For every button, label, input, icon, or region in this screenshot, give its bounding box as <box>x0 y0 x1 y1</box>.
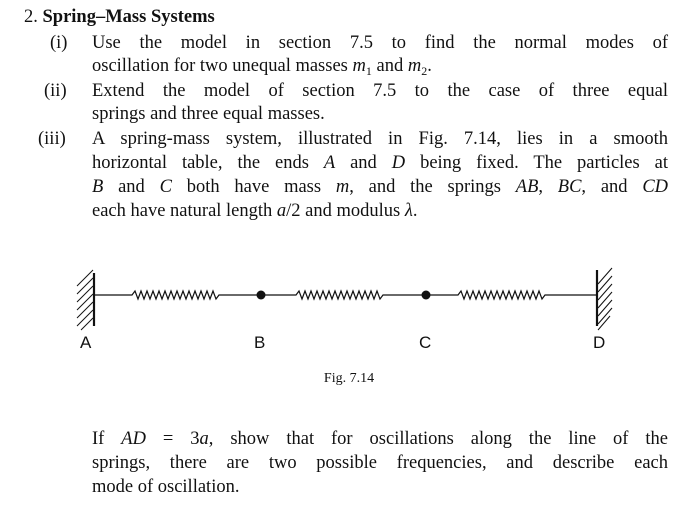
wall-d-hatching <box>598 268 612 330</box>
part-iii-line-4: each have natural length a/2 and modulus λ. <box>92 201 418 221</box>
mass-m1: m <box>352 56 366 76</box>
part-ii-line-2: springs and three equal masses. <box>92 104 325 124</box>
followup-line-2: springs, there are two possible frequencies, and describe each <box>92 453 668 473</box>
figure-caption: Fig. 7.14 <box>323 371 375 386</box>
label-d: D <box>593 333 606 352</box>
part-i-line-2: oscillation for two unequal masses $m_1$ and $m_2$. <box>92 56 432 78</box>
part-i-label: (i) <box>50 33 68 53</box>
mass-b <box>257 291 266 300</box>
part-iii-label: (iii) <box>38 129 66 149</box>
mass-m2: m <box>407 56 422 76</box>
followup-line-1: If AD = 3a, show that for oscillations along the line of the <box>92 429 668 449</box>
problem-title: Spring–Mass Systems <box>42 7 215 27</box>
spring-ab <box>94 291 261 299</box>
mass-c <box>422 291 431 300</box>
spring-cd <box>426 291 597 299</box>
wall-a-hatching <box>77 270 93 330</box>
part-ii-label: (ii) <box>44 81 67 101</box>
spring-bc <box>261 291 426 299</box>
part-ii-line-1: Extend the model of section 7.5 to the case of three equal <box>92 81 668 101</box>
part-i-line-1: Use the model in section 7.5 to find the normal modes of <box>92 33 668 53</box>
followup-line-3: mode of oscillation. <box>92 477 240 497</box>
part-iii-line-1: A spring-mass system, illustrated in Fig. 7.14, lies in a smooth <box>92 129 668 149</box>
label-a: A <box>80 333 92 352</box>
part-iii-line-2: horizontal table, the ends A and D being fixed. The particles at <box>92 153 668 173</box>
problem-number: 2. <box>24 7 38 27</box>
label-c: C <box>419 333 432 352</box>
part-iii-line-3: B and C both have mass m, and the springs AB, BC, and CD <box>92 177 669 197</box>
label-b: B <box>254 333 266 352</box>
